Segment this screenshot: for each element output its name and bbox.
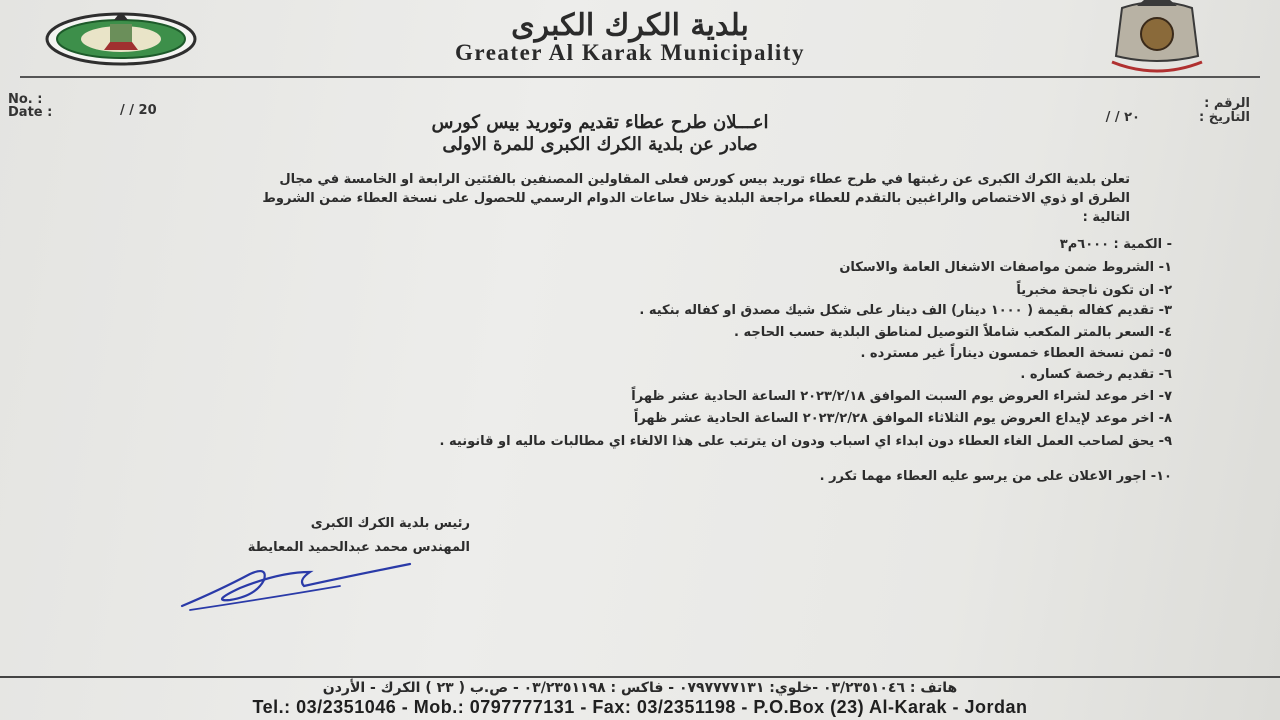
condition-8: ٨- اخر موعد لإيداع العروض يوم الثلاثاء الموافق ٢٠٢٣/٢/٢٨ الساعة الحادية عشر ظهراً: [633, 411, 1172, 426]
condition-1: ١- الشروط ضمن مواصفات الاشغال العامة والاسكان: [839, 260, 1172, 275]
condition-5: ٥- ثمن نسخة العطاء خمسون ديناراً غير مسترده .: [860, 346, 1172, 361]
footer-contact-arabic: هاتف : ٠٣/٢٣٥١٠٤٦ -خلوي: ٠٧٩٧٧٧٧١٣١ - فاكس : ٠٣/٢٣٥١١٩٨ - ص.ب ( ٢٣ ) الكرك - الأردن: [322, 680, 958, 696]
letterhead-divider: [20, 76, 1260, 78]
ref-no-label-ar: الرقم :: [1204, 96, 1250, 111]
intro-paragraph: تعلن بلدية الكرك الكبرى عن رغبتها في طرح عطاء توريد بيس كورس فعلى المقاولين المصنفين بالفئتين الرابعة او الخامسة في مجال الطرق او ذوي الاختصاص والراغبين بالتقدم للعطاء مراجعة البلدية خلال ساعات الدوام الرسمي للحصول على نسخة العطاء ضمن الشروط التالية :: [262, 172, 1130, 225]
municipality-logo: [44, 12, 198, 66]
ref-date-value: / / 20: [120, 103, 157, 118]
condition-3: ٣- تقديم كفاله بقيمة ( ١٠٠٠ دينار) الف دينار على شكل شيك مصدق او كفاله بنكيه .: [639, 303, 1172, 318]
hashemite-crest-emblem: [1082, 0, 1232, 84]
signatory-role: رئيس بلدية الكرك الكبرى: [310, 516, 470, 531]
announcement-subtitle: صادر عن بلدية الكرك الكبرى للمرة الاولى: [442, 134, 758, 155]
ref-date-label: Date :: [8, 105, 53, 120]
condition-9: ٩- يحق لصاحب العمل الغاء العطاء دون ابداء اي اسباب ودون ان يترتب على هذا الالغاء اي مطالبات ماليه او قانونيه .: [439, 434, 1172, 449]
condition-2: ٢- ان تكون ناجحة مخبرياً: [1016, 283, 1172, 298]
condition-quantity: - الكمية : ٦٠٠٠م٣: [1059, 237, 1172, 252]
ref-date-label-ar: التاريخ :: [1199, 110, 1250, 125]
condition-4: ٤- السعر بالمتر المكعب شاملاً التوصيل لمناطق البلدية حسب الحاجه .: [733, 325, 1172, 340]
announcement-title: اعـــلان طرح عطاء تقديم وتوريد بيس كورس: [431, 112, 769, 133]
letterhead-english-title: Greater Al Karak Municipality: [455, 40, 805, 65]
condition-6: ٦- تقديم رخصة كساره .: [1020, 367, 1172, 382]
condition-7: ٧- اخر موعد لشراء العروض يوم السبت الموافق ٢٠٢٣/٢/١٨ الساعة الحادية عشر ظهراً: [631, 389, 1172, 404]
signatory-name: المهندس محمد عبدالحميد المعايطة: [247, 540, 470, 555]
footer-divider: [0, 676, 1280, 678]
letterhead-arabic-title: بلدية الكرك الكبرى: [511, 8, 749, 43]
ref-date-value-ar: ٢٠ / /: [1105, 110, 1140, 125]
condition-10: ١٠- اجور الاعلان على من يرسو عليه العطاء مهما تكرر .: [819, 469, 1172, 484]
handwritten-signature: [180, 560, 420, 616]
ref-no-label: No. :: [8, 92, 43, 107]
footer-contact-english: Tel.: 03/2351046 - Mob.: 0797777131 - Fax: 03/2351198 - P.O.Box (23) Al-Karak - Jordan: [252, 697, 1028, 717]
